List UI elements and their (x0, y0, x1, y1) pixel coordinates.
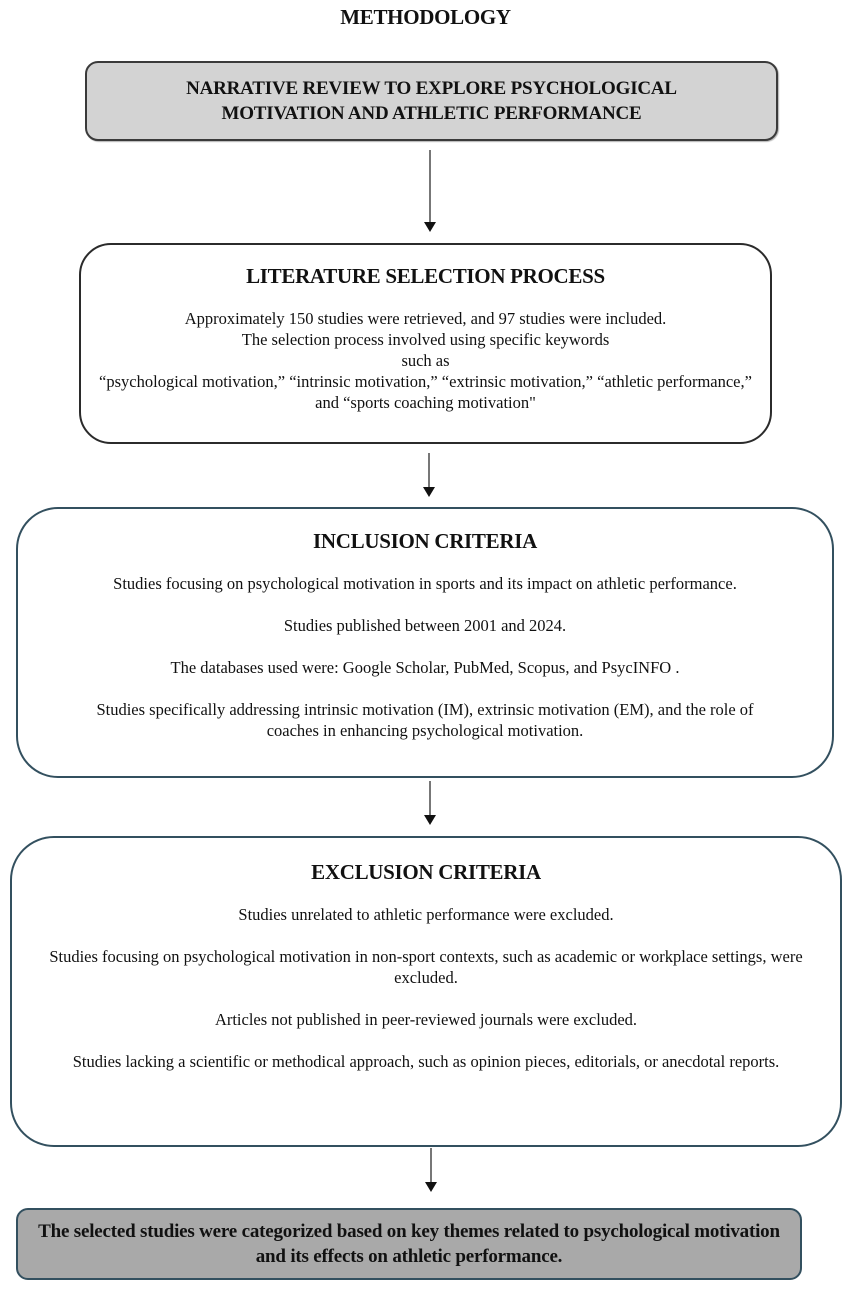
review-box-text: NARRATIVE REVIEW TO EXPLORE PSYCHOLOGICAL MOTIVATION AND ATHLETIC PERFORMANCE (186, 78, 677, 124)
exclusion-heading: EXCLUSION CRITERIA (311, 860, 541, 884)
literature-line: “psychological motivation,” “intrinsic motivation,” “extrinsic motivation,” “athletic performance,” and “sports coaching motivation" (99, 372, 752, 412)
literature-heading: LITERATURE SELECTION PROCESS (246, 264, 605, 288)
literature-selection-box (79, 243, 772, 444)
inclusion-heading: INCLUSION CRITERIA (313, 529, 537, 553)
exclusion-criteria-box (10, 836, 842, 1147)
inclusion-criteria-box (16, 507, 834, 778)
inclusion-item: Studies published between 2001 and 2024. (283, 616, 567, 635)
outcome-box-text: The selected studies were categorized based on key themes related to psychological motivation and its effects on athletic performance. (38, 1221, 780, 1267)
exclusion-item: Articles not published in peer-reviewed journals were excluded. (214, 1010, 638, 1029)
exclusion-item: Studies lacking a scientific or methodical approach, such as opinion pieces, editorials, or anecdotal reports. (72, 1052, 780, 1071)
inclusion-item: Studies specifically addressing intrinsic motivation (IM), extrinsic motivation (EM), and the role of coaches in enhancing psychological motivation. (96, 700, 754, 740)
arrow-down-icon (425, 1148, 437, 1194)
literature-body (81, 308, 770, 413)
page-title: METHODOLOGY (340, 5, 511, 29)
outcome-box (16, 1208, 802, 1280)
literature-line: The selection process involved using specific keywords (241, 330, 610, 349)
exclusion-item: Studies unrelated to athletic performance were excluded. (238, 905, 614, 924)
arrow-down-icon (423, 453, 435, 499)
exclusion-item: Studies focusing on psychological motivation in non-sport contexts, such as academic or workplace settings, were excluded. (49, 947, 803, 987)
inclusion-item: Studies focusing on psychological motivation in sports and its impact on athletic performance. (113, 574, 737, 593)
arrow-down-icon (424, 150, 436, 234)
literature-line: such as (401, 351, 450, 370)
arrow-down-icon (424, 781, 436, 827)
inclusion-item: The databases used were: Google Scholar, PubMed, Scopus, and PsycINFO . (170, 658, 680, 677)
review-box (85, 61, 778, 141)
literature-line: Approximately 150 studies were retrieved, and 97 studies were included. (184, 309, 667, 328)
